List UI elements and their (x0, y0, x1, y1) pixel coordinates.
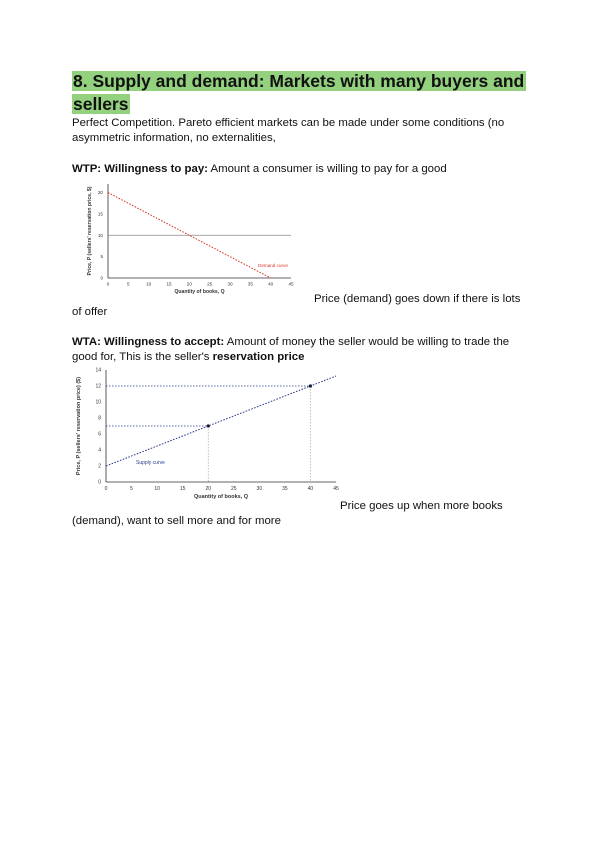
supply-chart (72, 364, 344, 508)
y-tick-label: 10 (95, 399, 101, 406)
x-axis-label: Quantity of books, Q (174, 289, 225, 296)
x-tick-label: 15 (166, 281, 172, 287)
wtp-paragraph (72, 162, 532, 177)
y-tick-label: 2 (98, 463, 101, 470)
x-tick-label: 25 (207, 281, 213, 287)
y-axis-label: Price, P (sellers' reservation price, $) (87, 186, 93, 276)
y-tick-label: 8 (98, 415, 101, 422)
demand-caption-continued: of offer (72, 306, 108, 318)
wta-term: WTA: Willingness to accept: (72, 336, 225, 348)
x-tick-label: 35 (282, 486, 288, 492)
series-line (106, 376, 336, 466)
x-axis-label: Quantity of books, Q (193, 494, 249, 500)
x-tick-label: 45 (333, 486, 339, 492)
demand-caption: Price (demand) goes down if there is lots (314, 293, 521, 305)
series-label: Supply curve (136, 460, 165, 466)
x-tick-label: 5 (127, 281, 130, 287)
intro-paragraph: Perfect Competition. Pareto efficient markets can be made under some conditions (no asymmetric information, no externalities, (72, 117, 505, 144)
x-tick-label: 40 (268, 281, 274, 287)
x-tick-label: 5 (130, 486, 133, 492)
x-tick-label: 20 (205, 486, 212, 492)
x-tick-label: 15 (179, 486, 186, 492)
x-tick-label: 0 (106, 281, 110, 287)
y-tick-label: 6 (98, 431, 101, 438)
y-tick-label: 5 (100, 254, 103, 260)
y-tick-label: 0 (98, 479, 101, 486)
supply-caption-continued: (demand), want to sell more and for more (72, 515, 281, 527)
wta-paragraph (72, 335, 532, 365)
demand-chart (84, 182, 304, 302)
y-tick-label: 12 (95, 383, 101, 390)
x-tick-label: 25 (230, 486, 237, 492)
y-tick-label: 10 (97, 232, 103, 238)
x-tick-label: 30 (256, 486, 263, 492)
x-tick-label: 30 (227, 281, 233, 287)
heading-highlight: 8. Supply and demand: Markets with many buyers and sellers (73, 71, 525, 114)
wtp-definition: Amount a consumer is willing to pay for a good (207, 163, 447, 175)
y-axis-label: Price, P (sellers' reservation price) ($) (76, 376, 82, 476)
wtp-term: WTP: Willingness to pay: (72, 163, 208, 175)
x-tick-label: 10 (146, 281, 152, 287)
y-tick-label: 15 (97, 211, 103, 217)
series-label: Demand curve (258, 263, 288, 268)
x-tick-label: 40 (307, 486, 314, 492)
x-tick-label: 10 (154, 486, 160, 492)
y-tick-label: 14 (95, 367, 101, 374)
supply-caption: Price goes up when more books (340, 500, 503, 512)
x-tick-label: 45 (288, 281, 294, 287)
y-tick-label: 20 (97, 190, 103, 196)
section-heading (72, 70, 532, 116)
x-tick-label: 20 (186, 281, 192, 287)
x-tick-label: 0 (104, 486, 108, 492)
y-tick-label: 4 (98, 447, 101, 454)
y-tick-label: 0 (100, 275, 103, 281)
reservation-price-term: reservation price (212, 351, 305, 363)
wta-definition: Amount of money the seller would be willing to trade the good for, This is the seller's (72, 336, 510, 363)
x-tick-label: 35 (247, 281, 253, 287)
